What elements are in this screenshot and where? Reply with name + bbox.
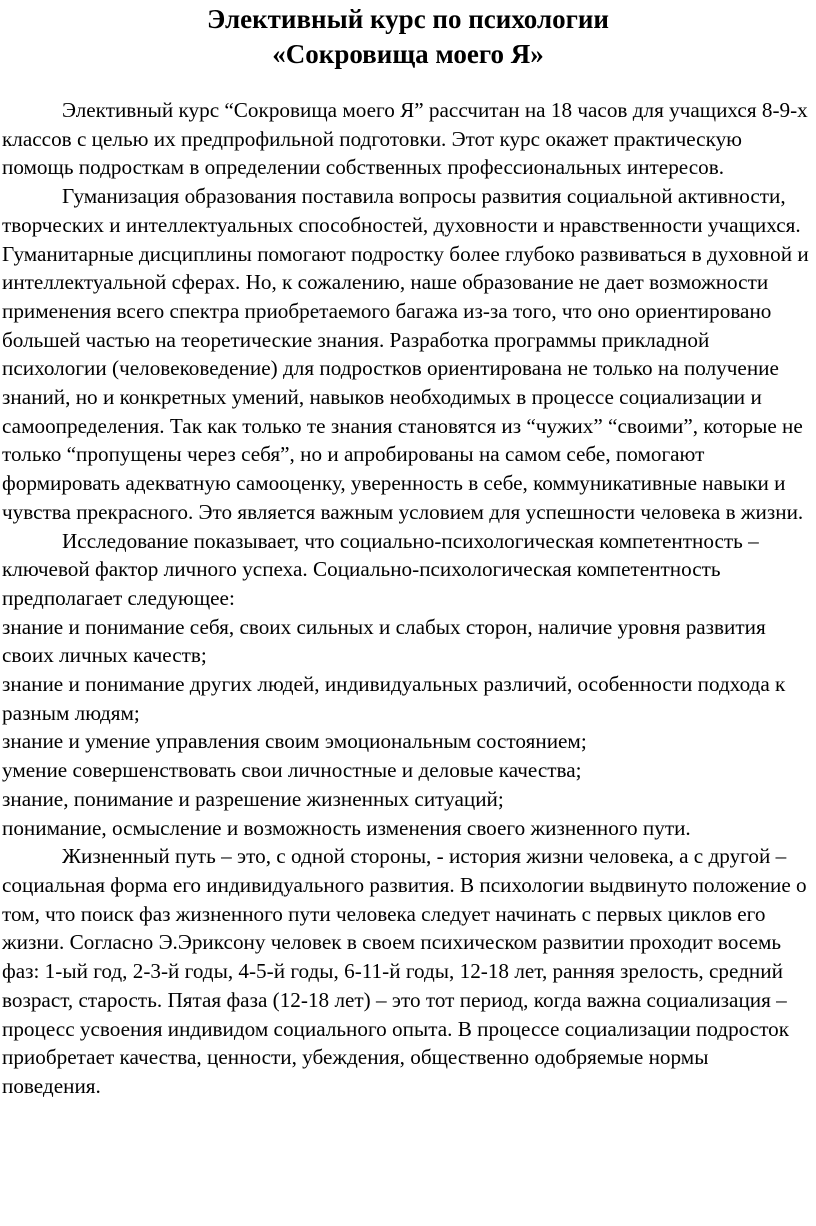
page-title: Элективный курс по психологии	[207, 4, 609, 34]
paragraph: Элективный курс “Сокровища моего Я” рассчитан на 18 часов для учащихся 8-9-х классов с целью их предпрофильной подготовки. Этот курс окажет практическую помощь подросткам в определении собственных профессиональных интересов.	[2, 98, 808, 180]
list-item: знание и понимание других людей, индивидуальных различий, особенности подхода к разным людям;	[2, 672, 786, 725]
list-item: знание, понимание и разрешение жизненных ситуаций;	[2, 786, 504, 811]
paragraph: Гуманизация образования поставила вопросы развития социальной активности, творческих и интеллектуальных способностей, духовности и нравственности учащихся. Гуманитарные дисциплины помогают подростку более глубоко развиваться в духовной и интеллектуальной сферах. Но, к сожалению, наше образование не дает возможности применения всего спектра приобретаемого багажа из-за того, что оно ориентировано большей частью на теоретические знания. Разработка программы прикладной психологии (человековедение) для подростков ориентирована не только на получение знаний, но и конкретных умений, навыков необходимых в процессе социализации и самоопределения. Так как только те знания становятся из “чужих” “своими”, которые не только “пропущены через себя”, но и апробированы на самом себе, помогают формировать адекватную самооценку, уверенность в себе, коммуникативные навыки и чувства прекрасного. Это является важным условием для успешности человека в жизни.	[2, 184, 809, 524]
paragraph: Исследование показывает, что социально-психологическая компетентность – ключевой фактор личного успеха. Социально-психологическая компетентность предполагает следующее:	[2, 528, 759, 610]
list-item: умение совершенствовать свои личностные и деловые качества;	[2, 758, 582, 783]
document-body	[2, 96, 812, 1101]
list-item: понимание, осмысление и возможность изменения своего жизненного пути.	[2, 815, 691, 840]
paragraph: Жизненный путь – это, с одной стороны, - история жизни человека, а с другой – социальная форма его индивидуального развития. В психологии выдвинуто положение о том, что поиск фаз жизненного пути человека следует начинать с первых циклов его жизни. Согласно Э.Эриксону человек в своем психическом развитии проходит восемь фаз: 1-ый год, 2-3-й годы, 4-5-й годы, 6-11-й годы, 12-18 лет, ранняя зрелость, средний возраст, старость. Пятая фаза (12-18 лет) – это тот период, когда важна социализация – процесс усвоения индивидом социального опыта. В процессе социализации подросток приобретает качества, ценности, убеждения, общественно одобряемые нормы поведения.	[2, 844, 807, 1098]
list-item: знание и умение управления своим эмоциональным состоянием;	[2, 729, 587, 754]
list-item: знание и понимание себя, своих сильных и слабых сторон, наличие уровня развития своих личных качеств;	[2, 614, 766, 668]
page-subtitle: «Сокровища моего Я»	[272, 39, 544, 69]
